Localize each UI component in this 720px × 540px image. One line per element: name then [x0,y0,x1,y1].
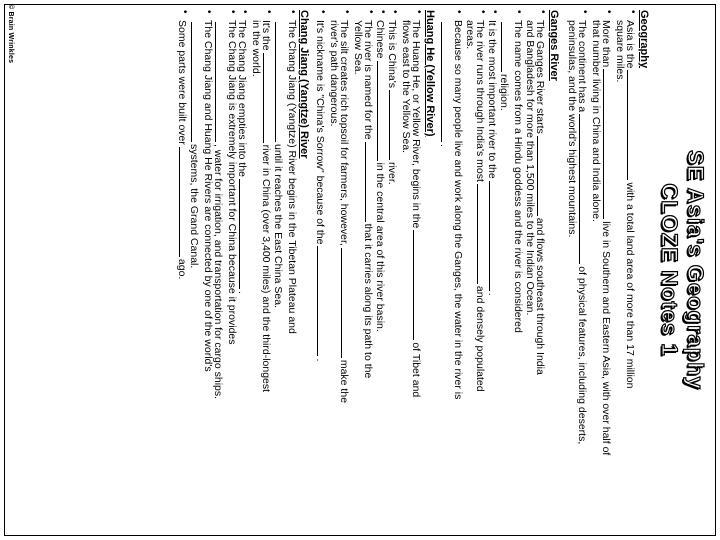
bullet: • [477,10,488,14]
section-heading-huang-he: Huang He (Yellow River) [424,10,436,137]
bullet: • [627,10,638,14]
bullet: • [179,10,190,14]
text-line: in the world. [250,20,262,77]
text-line: that number living in China and India alone. [590,20,602,222]
section-heading-geography: Geography [638,10,650,69]
text-line: It is the most important river to the. [486,20,498,296]
bullet: • [489,10,500,14]
text-line: Asia is thewith a total land area of more than 17 million [624,20,636,389]
bullet: • [239,10,250,14]
text-line: The silt creates rich topsoil for farmers, however,make the [338,20,350,404]
bullet: • [365,10,376,14]
text-line: The Chang Jiang is extremely important for China because it provides [226,20,238,345]
bullet: • [453,10,464,14]
bullet: • [227,10,238,14]
text-line: The Chang Jiang empties into the. [236,20,248,294]
bullet: • [287,10,298,14]
bullet: • [377,10,388,14]
text-line: Yellow Sea. [352,20,364,75]
bullet: • [203,10,214,14]
text-line: systems, the Grand Canal. [188,20,202,268]
text-line: peninsulas, and the world's highest mountains. [566,20,578,238]
text-line: The Ganges River startsand flows southeast through India [534,20,546,375]
text-line: The Huang He, or Yellow River, begins in theof Tibet and [410,20,422,398]
bullet: • [579,10,590,14]
text-line: The Chang Jiang and Huang He Rivers are connected by one of the world's [202,20,214,372]
title-line-1: SE Asia's Geography [683,150,708,390]
text-line: The river is named for thethat it carries along its path to the [362,20,374,379]
text-line: It's nickname is "China's Sorrow" because of the. [314,20,326,362]
text-line: and Bangladesh for more than 1,500 miles to the Indian Ocean. [524,20,536,316]
bullet: • [317,10,328,14]
section-heading-chang-jiang: Chang Jiang (Yangtze) River [298,10,310,159]
text-line: flows east to the Yellow Sea. [400,20,412,154]
text-line: areas. [464,20,476,50]
bullet: • [341,10,352,14]
text-line: The name comes from a Hindu goddess and the river is considered [512,20,524,333]
text-line: until it reaches the East China Sea. [272,20,286,308]
text-line: Chinesein the central area of this river basin. [374,20,386,332]
text-line: , water for irrigation, and transportation for cargo ships. [212,20,226,399]
bullet: • [389,10,400,14]
bullet: • [537,10,548,14]
bullet: • [603,10,614,14]
text-line: religion. [498,20,512,111]
text-line: . [438,20,452,147]
text-line: More thanlive in Southern and Eastern Asia, with over half of [600,20,612,456]
copyright-credit: © Brain Wrinkles [7,4,14,64]
text-line: This is China'sriver. [386,20,398,185]
bullet: • [263,10,274,14]
text-line: The Chang Jiang (Yangtze) River begins in the Tibetan Plateau and [286,20,298,334]
title-line-2: CLOZE Notes 1 [657,183,682,357]
text-line: Because so many people live and work along the Ganges, the water in the river is [452,20,464,400]
text-line: Some parts were built overago. [176,20,188,280]
text-line: The river runs through India's mostand densely populated [474,20,486,392]
text-line: The continent has aof physical features, including deserts, [576,20,588,445]
text-line: river's path dangerous. [328,20,340,127]
text-line: square miles. [614,20,626,83]
bullet: • [413,10,424,14]
text-line: It's theriver in China (over 3,400 miles) and the third-longest [260,20,272,393]
section-heading-ganges: Ganges River [548,10,560,81]
bullet: • [513,10,524,14]
